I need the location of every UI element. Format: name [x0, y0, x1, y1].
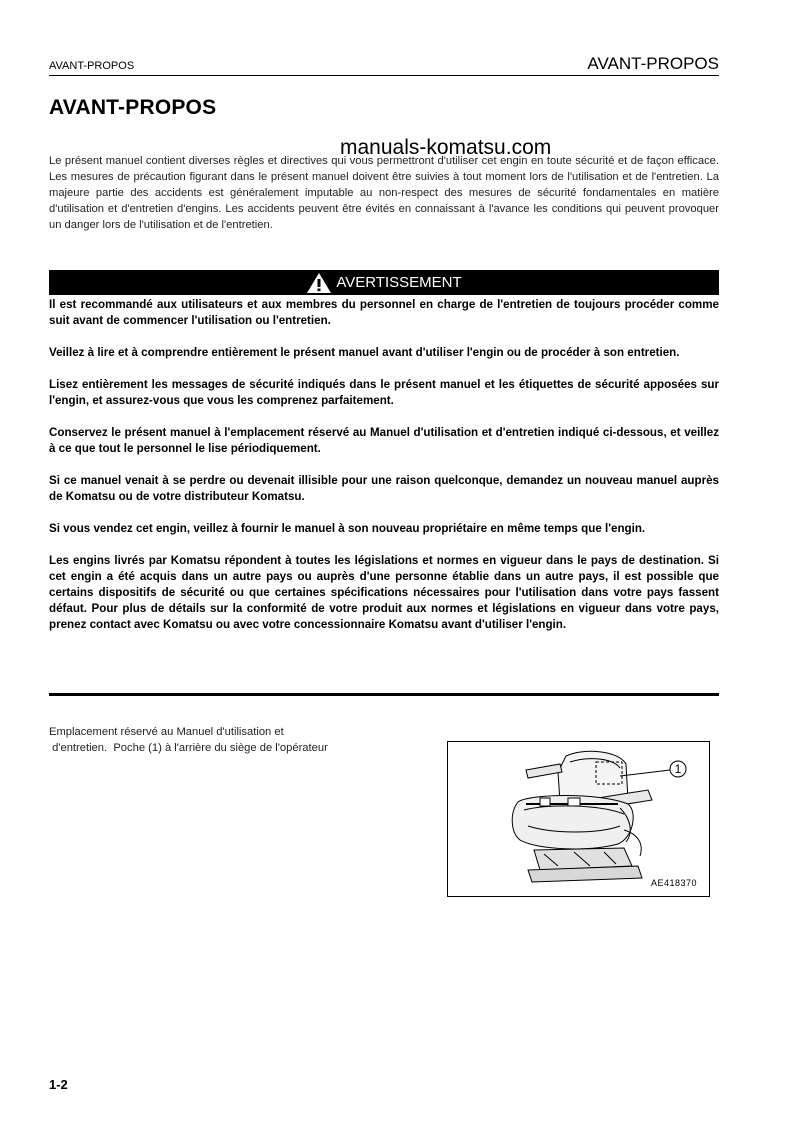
warning-label: AVERTISSEMENT [336, 274, 462, 291]
manual-placement-caption [49, 724, 409, 756]
seat-figure [447, 741, 710, 897]
placement-line-1: Emplacement réservé au Manuel d'utilisation et [49, 726, 284, 738]
warning-paragraph: Veillez à lire et à comprendre entièrement le présent manuel avant d'utiliser l'engin ou de procéder à son entretien. [49, 346, 680, 359]
warning-paragraph: Lisez entièrement les messages de sécurité indiqués dans le présent manuel et les étiquettes de sécurité apposées sur l'engin, et assurez-vous que vous les comprenez parfaitement. [49, 378, 719, 407]
warning-body [49, 297, 719, 649]
header-rule [49, 75, 719, 76]
warning-paragraph: Conservez le présent manuel à l'emplacement réservé au Manuel d'utilisation et d'entretien indiqué ci-dessous, et veillez à ce que tout le personnel le lise périodiquement. [49, 426, 719, 455]
warning-paragraph: Il est recommandé aux utilisateurs et aux membres du personnel en charge de l'entretien de toujours procéder comme suit avant de commencer l'utilisation ou l'entretien. [49, 298, 719, 327]
warning-end-rule [49, 693, 719, 696]
placement-line-2: d'entretien. Poche (1) à l'arrière du siège de l'opérateur [49, 742, 328, 754]
warning-triangle-icon [306, 272, 332, 294]
callout-number: 1 [674, 762, 682, 776]
page-number: 1-2 [49, 1077, 68, 1092]
warning-paragraph: Les engins livrés par Komatsu répondent à toutes les législations et normes en vigueur dans le pays de destination. Si cet engin a été acquis dans un autre pays ou auprès d'une personne établie dans un autre pays, il est possible que certains dispositifs de sécurité ou que certaines spécifications nécessaires pour l'utilisation dans votre pays fassent défaut. Pour plus de détails sur la conformité de votre produit aux normes et législations en vigueur dans votre pays, prenez contact avec Komatsu ou avec votre concessionnaire Komatsu avant d'utiliser l'engin. [49, 554, 719, 631]
warning-paragraph: Si vous vendez cet engin, veillez à fournir le manuel à son nouveau propriétaire en même temps que l'engin. [49, 522, 646, 535]
warning-banner [49, 270, 719, 295]
watermark: manuals-komatsu.com [340, 136, 552, 159]
header-chapter-title: AVANT-PROPOS [587, 54, 719, 73]
operator-seat-illustration [448, 742, 709, 896]
header-section-label: AVANT-PROPOS [49, 60, 135, 72]
warning-paragraph: Si ce manuel venait à se perdre ou devenait illisible pour une raison quelconque, demandez un nouveau manuel auprès de Komatsu ou de votre distributeur Komatsu. [49, 474, 719, 503]
figure-code: AE418370 [650, 878, 697, 888]
page-title: AVANT-PROPOS [49, 96, 217, 119]
intro-paragraph: Le présent manuel contient diverses règles et directives qui vous permettront d'utiliser cet engin en toute sécurité et de façon efficace. Les mesures de précaution figurant dans le présent manuel doivent être suivies à tout moment lors de l'utilisation et de l'entretien. La majeure partie des accidents est généralement imputable au non-respect des mesures de sécurité fondamentales en matière d'utilisation et d'entretien d'engins. Les accidents peuvent être évités en connaissant à l'avance les conditions qui peuvent provoquer un danger lors de l'utilisation et de l'entretien. [49, 155, 719, 231]
